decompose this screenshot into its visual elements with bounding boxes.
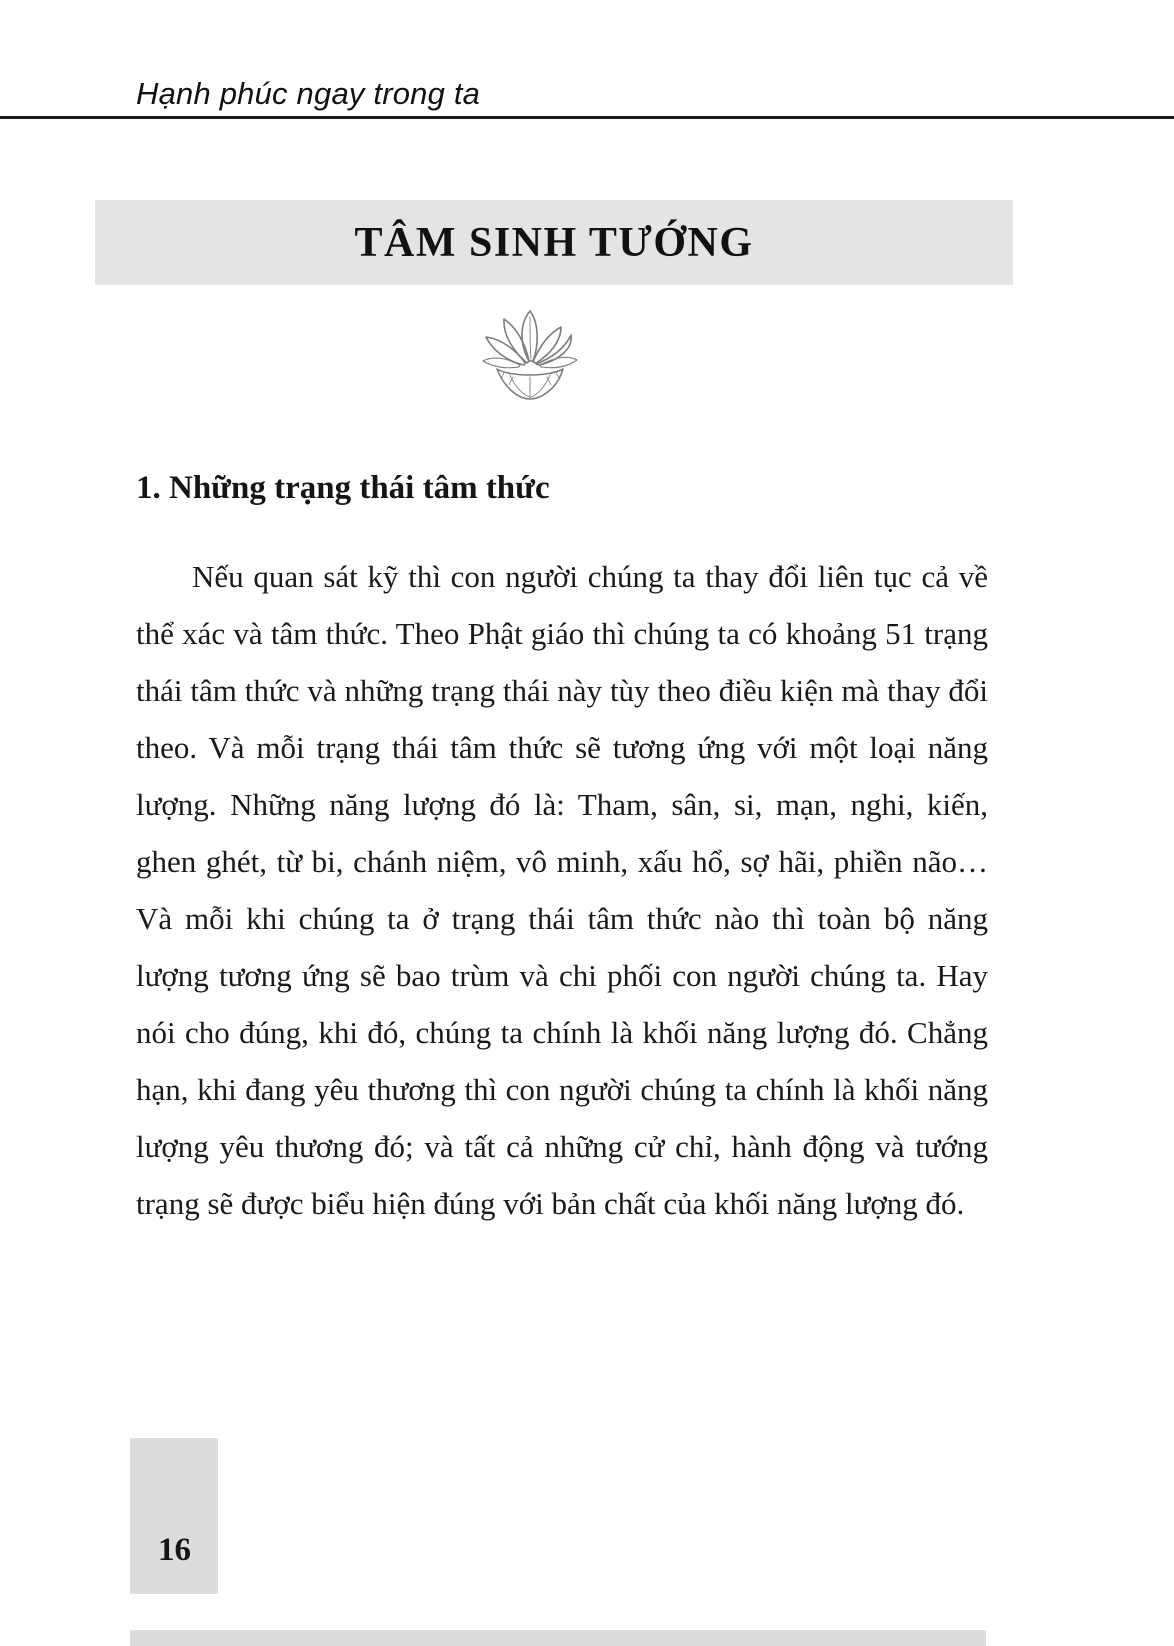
page-number: 16 (158, 1532, 191, 1568)
body-paragraph: Nếu quan sát kỹ thì con người chúng ta thay đổi liên tục cả về thể xác và tâm thức. Theo Phật giáo thì chúng ta có khoảng 51 trạng thái tâm thức và những trạng thái này tùy theo điều kiện mà thay đổi theo. Và mỗi trạng thái tâm thức sẽ tương ứng với một loại năng lượng. Những năng lượng đó là: Tham, sân, si, mạn, nghi, kiến, ghen ghét, từ bi, chánh niệm, vô minh, xấu hổ, sợ hãi, phiền não…Và mỗi khi chúng ta ở trạng thái tâm thức nào thì toàn bộ năng lượng tương ứng sẽ bao trùm và chi phối con người chúng ta. Hay nói cho đúng, khi đó, chúng ta chính là khối năng lượng đó. Chẳng hạn, khi đang yêu thương thì con người chúng ta chính là khối năng lượng yêu thương đó; và tất cả những cử chỉ, hành động và tướng trạng sẽ được biểu hiện đúng với bản chất của khối năng lượng đó. (136, 559, 988, 1221)
chapter-title-banner (95, 200, 1013, 285)
header-rule (0, 116, 1174, 119)
page-number-block (130, 1438, 218, 1594)
running-header: Hạnh phúc ngay trong ta (136, 76, 481, 111)
chapter-title: TÂM SINH TƯỚNG (354, 219, 754, 266)
bottom-strip (130, 1630, 986, 1646)
section-heading: 1. Những trạng thái tâm thức (136, 470, 550, 506)
lotus-icon (455, 303, 605, 408)
